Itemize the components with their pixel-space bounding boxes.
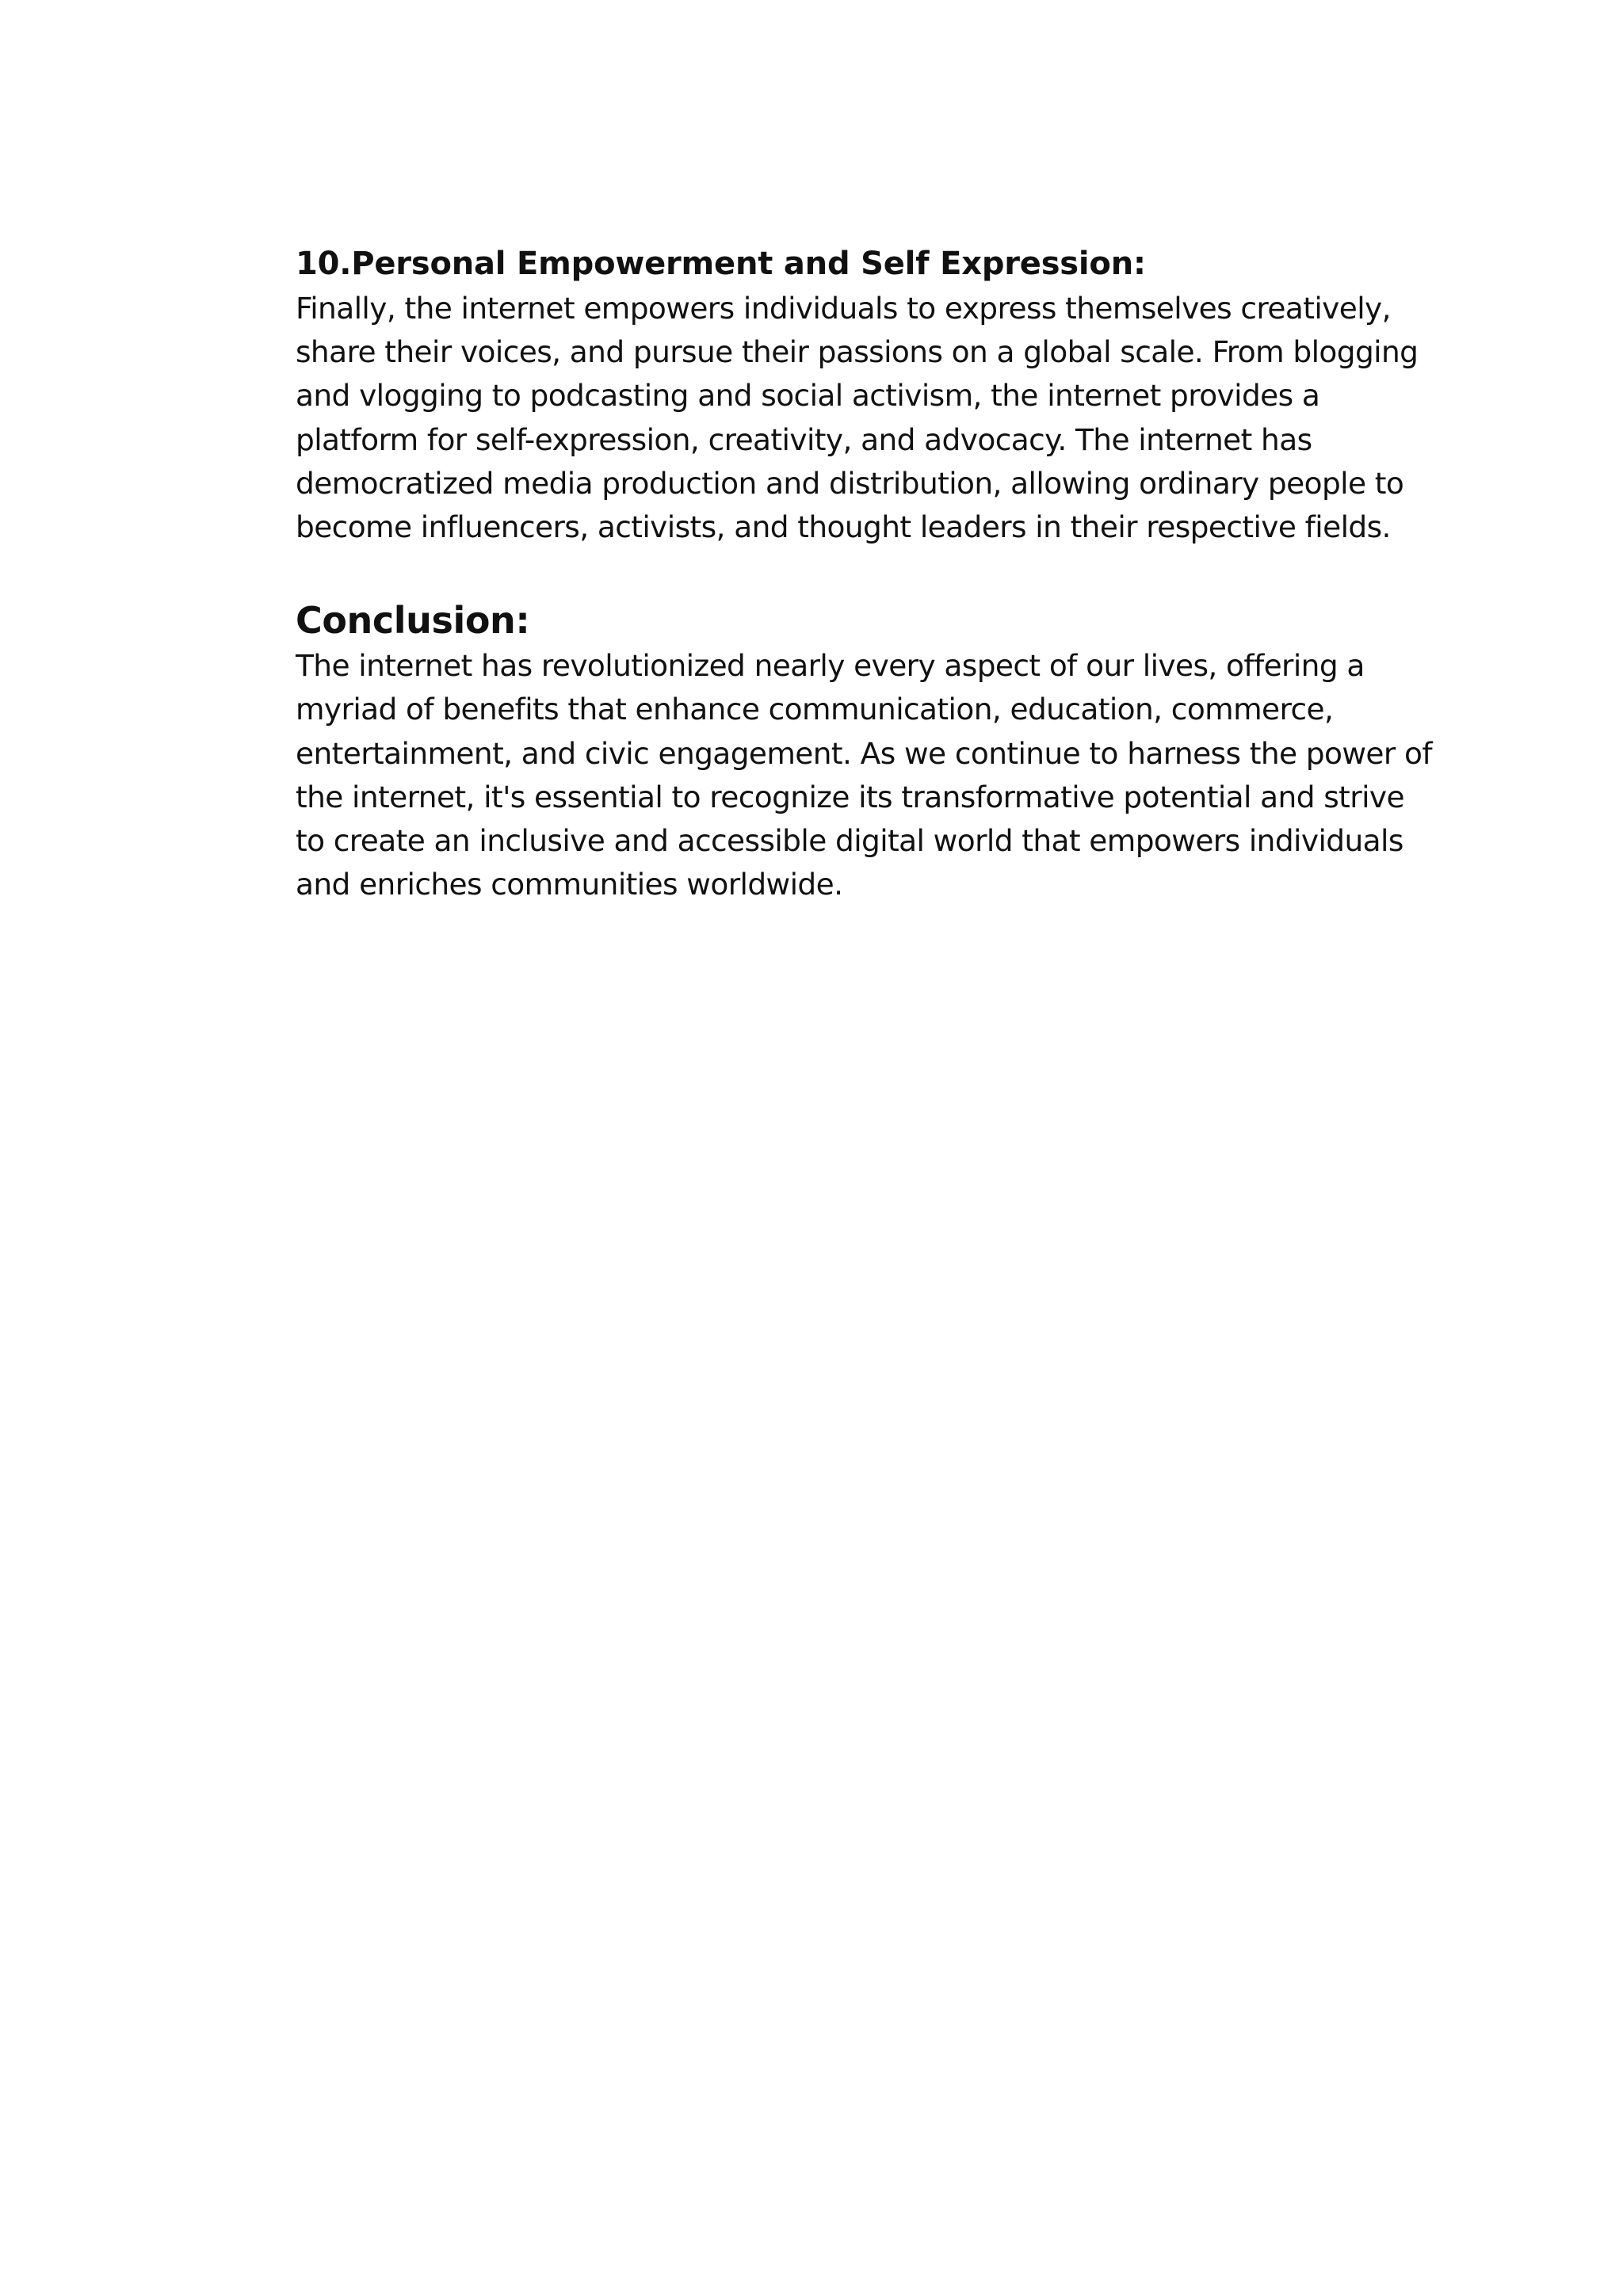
paragraph-line: The internet has revolutionized nearly every aspect of our lives, offering a — [296, 648, 1365, 684]
paragraph-line: and vlogging to podcasting and social activism, the internet provides a — [296, 378, 1320, 414]
section-heading: 10.Personal Empowerment and Self Expression: — [296, 246, 1146, 282]
paragraph-line: and enriches communities worldwide. — [296, 867, 843, 902]
paragraph-line: to create an inclusive and accessible digital world that empowers individuals — [296, 823, 1403, 859]
section-paragraph — [296, 287, 1437, 549]
conclusion-paragraph — [296, 644, 1437, 906]
paragraph-line: Finally, the internet empowers individuals to express themselves creatively, — [296, 291, 1391, 326]
paragraph-line: become influencers, activists, and thought leaders in their respective fields. — [296, 509, 1391, 545]
page-content — [296, 242, 1437, 906]
paragraph-line: share their voices, and pursue their passions on a global scale. From blogging — [296, 334, 1419, 370]
conclusion-heading: Conclusion: — [296, 599, 530, 643]
paragraph-line: myriad of benefits that enhance communication, education, commerce, — [296, 692, 1334, 727]
paragraph-line: democratized media production and distribution, allowing ordinary people to — [296, 465, 1404, 501]
paragraph-line: the internet, it's essential to recognize its transformative potential and strive — [296, 779, 1404, 814]
paragraph-line: entertainment, and civic engagement. As we continue to harness the power of — [296, 735, 1432, 771]
paragraph-line: platform for self-expression, creativity, and advocacy. The internet has — [296, 421, 1312, 457]
